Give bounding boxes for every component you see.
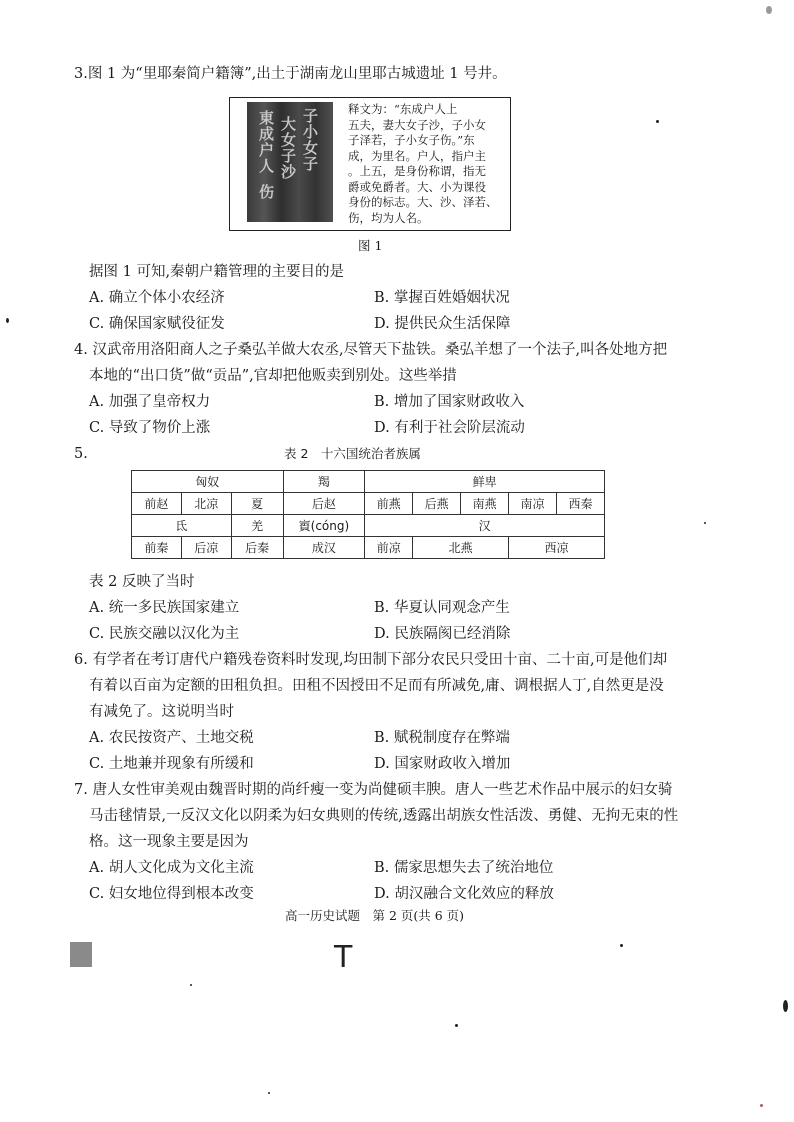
table-cell: 前燕: [365, 493, 413, 515]
q6-option-d[interactable]: D. 国家财政收入增加: [374, 756, 511, 772]
q6-option-a[interactable]: A. 农民按资产、土地交税: [89, 730, 254, 746]
q5-option-d[interactable]: D. 民族隔阂已经消除: [374, 626, 511, 642]
q7-option-d[interactable]: D. 胡汉融合文化效应的释放: [374, 886, 554, 902]
scan-speck: [760, 1104, 763, 1107]
q7-stem-line: 7. 唐人女性审美观由魏晋时期的尚纤瘦一变为尚健硕丰腴。唐人一些艺术作品中展示的妇女骑: [74, 782, 673, 798]
q6-stem-line: 6. 有学者在考订唐代户籍残卷资料时发现,均田制下部分农民只受田十亩、二十亩,可是他们却: [74, 652, 668, 668]
scan-mark: [70, 942, 92, 967]
figure-text-line: 爵或免爵者。大、小为课役: [348, 179, 486, 194]
q4-option-c[interactable]: C. 导致了物价上涨: [89, 420, 211, 436]
q7-option-c[interactable]: C. 妇女地位得到根本改变: [89, 886, 254, 902]
q7-stem-line: 格。这一现象主要是因为: [89, 834, 249, 850]
scan-speck: [766, 6, 772, 14]
table-row: [132, 537, 605, 559]
q4-stem-line: 4. 汉武帝用洛阳商人之子桑弘羊做大农丞,尽管天下盐铁。桑弘羊想了一个法子,叫各处地方把: [74, 342, 668, 358]
figure-text-line: 成，为里名。户人，指户主: [348, 148, 486, 163]
q7-option-a[interactable]: A. 胡人文化成为文化主流: [89, 860, 254, 876]
table-cell: 后燕: [413, 493, 461, 515]
q4-stem-line: 本地的“出口货”做“贡品”,官却把他贩卖到别处。这些举措: [89, 368, 457, 384]
scan-speck: [455, 1024, 458, 1027]
table-cell: 汉: [365, 515, 605, 537]
figure-1: [229, 97, 511, 231]
q7-option-b[interactable]: B. 儒家思想失去了统治地位: [374, 860, 554, 876]
table-cell: 賨(cóng): [283, 515, 365, 537]
q3-stem: 3.图 1 为“里耶秦简户籍簿”,出土于湖南龙山里耶古城遗址 1 号井。: [74, 66, 507, 82]
q5-option-c[interactable]: C. 民族交融以汉化为主: [89, 626, 240, 642]
q6-option-c[interactable]: C. 土地兼并现象有所缓和: [89, 756, 254, 772]
figure-text-line: 伤，均为人名。: [348, 210, 429, 225]
table-cell: 西秦: [557, 493, 605, 515]
scan-speck: [783, 1000, 788, 1012]
table-2-title: 表 2 十六国统治者族属: [284, 446, 421, 461]
q5-number: 5.: [74, 446, 88, 462]
q3-option-d[interactable]: D. 提供民众生活保障: [374, 316, 511, 332]
table-cell: 氐: [132, 515, 232, 537]
table-cell: 后赵: [283, 493, 365, 515]
q4-option-a[interactable]: A. 加强了皇帝权力: [89, 394, 211, 410]
scan-speck: [656, 120, 659, 123]
table-cell: 前凉: [365, 537, 413, 559]
table-cell: 后秦: [231, 537, 283, 559]
figure-text-line: 子泽若，子小女子伤。”东: [348, 133, 475, 147]
table-cell: 北凉: [181, 493, 231, 515]
figure-text-line: 释文为：“东成户人上: [348, 102, 458, 116]
table-cell: 前秦: [132, 537, 182, 559]
table-cell: 鲜卑: [365, 471, 605, 493]
table-cell: 夏: [231, 493, 283, 515]
q6-stem-line: 有着以百亩为定额的田租负担。田租不因授田不足而有所减免,庸、调根据人丁,自然更是没: [89, 678, 664, 694]
table-cell: 前赵: [132, 493, 182, 515]
q3-question: 据图 1 可知,秦朝户籍管理的主要目的是: [89, 264, 345, 280]
table-cell: 南燕: [461, 493, 509, 515]
q6-stem-line: 有减免了。这说明当时: [89, 704, 234, 720]
figure-text-line: 五夫，妻大女子沙，子小女: [348, 117, 486, 132]
table-row: [132, 493, 605, 515]
page-footer: 高一历史试题 第 2 页(共 6 页): [285, 908, 465, 923]
figure-1-explanation: [348, 102, 506, 226]
figure-text-line: 身份的标志。大、沙、泽若、: [348, 195, 498, 209]
q6-option-b[interactable]: B. 赋税制度存在弊端: [374, 730, 510, 746]
table-row: [132, 515, 605, 537]
table-cell: 后凉: [181, 537, 231, 559]
q3-option-a[interactable]: A. 确立个体小农经济: [89, 290, 225, 306]
scan-speck: [620, 944, 623, 947]
scan-speck: [6, 318, 9, 323]
figure-text-line: 。上五，是身份称谓，指无: [348, 164, 486, 178]
q4-option-b[interactable]: B. 增加了国家财政收入: [374, 394, 525, 410]
table-row: [132, 471, 605, 493]
figure-1-caption: 图 1: [358, 238, 383, 253]
q5-option-a[interactable]: A. 统一多民族国家建立: [89, 600, 240, 616]
q5-question: 表 2 反映了当时: [89, 574, 195, 590]
table-cell: 匈奴: [132, 471, 284, 493]
q3-option-b[interactable]: B. 掌握百姓婚姻状况: [374, 290, 510, 306]
q5-option-b[interactable]: B. 华夏认同观念产生: [374, 600, 510, 616]
table-2: [131, 470, 605, 559]
table-cell: 北燕: [413, 537, 509, 559]
table-cell: 南凉: [509, 493, 557, 515]
scan-speck: [190, 984, 192, 986]
stamp-mark: T: [334, 940, 353, 975]
scan-speck: [704, 522, 706, 524]
bamboo-slip-image: 東 成 户 人 大 女 子 沙 子 小 女 子 伤: [247, 102, 333, 222]
table-cell: 羯: [283, 471, 365, 493]
q4-option-d[interactable]: D. 有利于社会阶层流动: [374, 420, 525, 436]
scan-speck: [268, 1092, 270, 1094]
table-cell: 西凉: [509, 537, 605, 559]
q3-option-c[interactable]: C. 确保国家赋役征发: [89, 316, 225, 332]
q7-stem-line: 马击毬情景,一反汉文化以阴柔为妇女典则的传统,透露出胡族女性活泼、勇健、无拘无束的性: [89, 808, 679, 824]
table-cell: 成汉: [283, 537, 365, 559]
table-cell: 羌: [231, 515, 283, 537]
